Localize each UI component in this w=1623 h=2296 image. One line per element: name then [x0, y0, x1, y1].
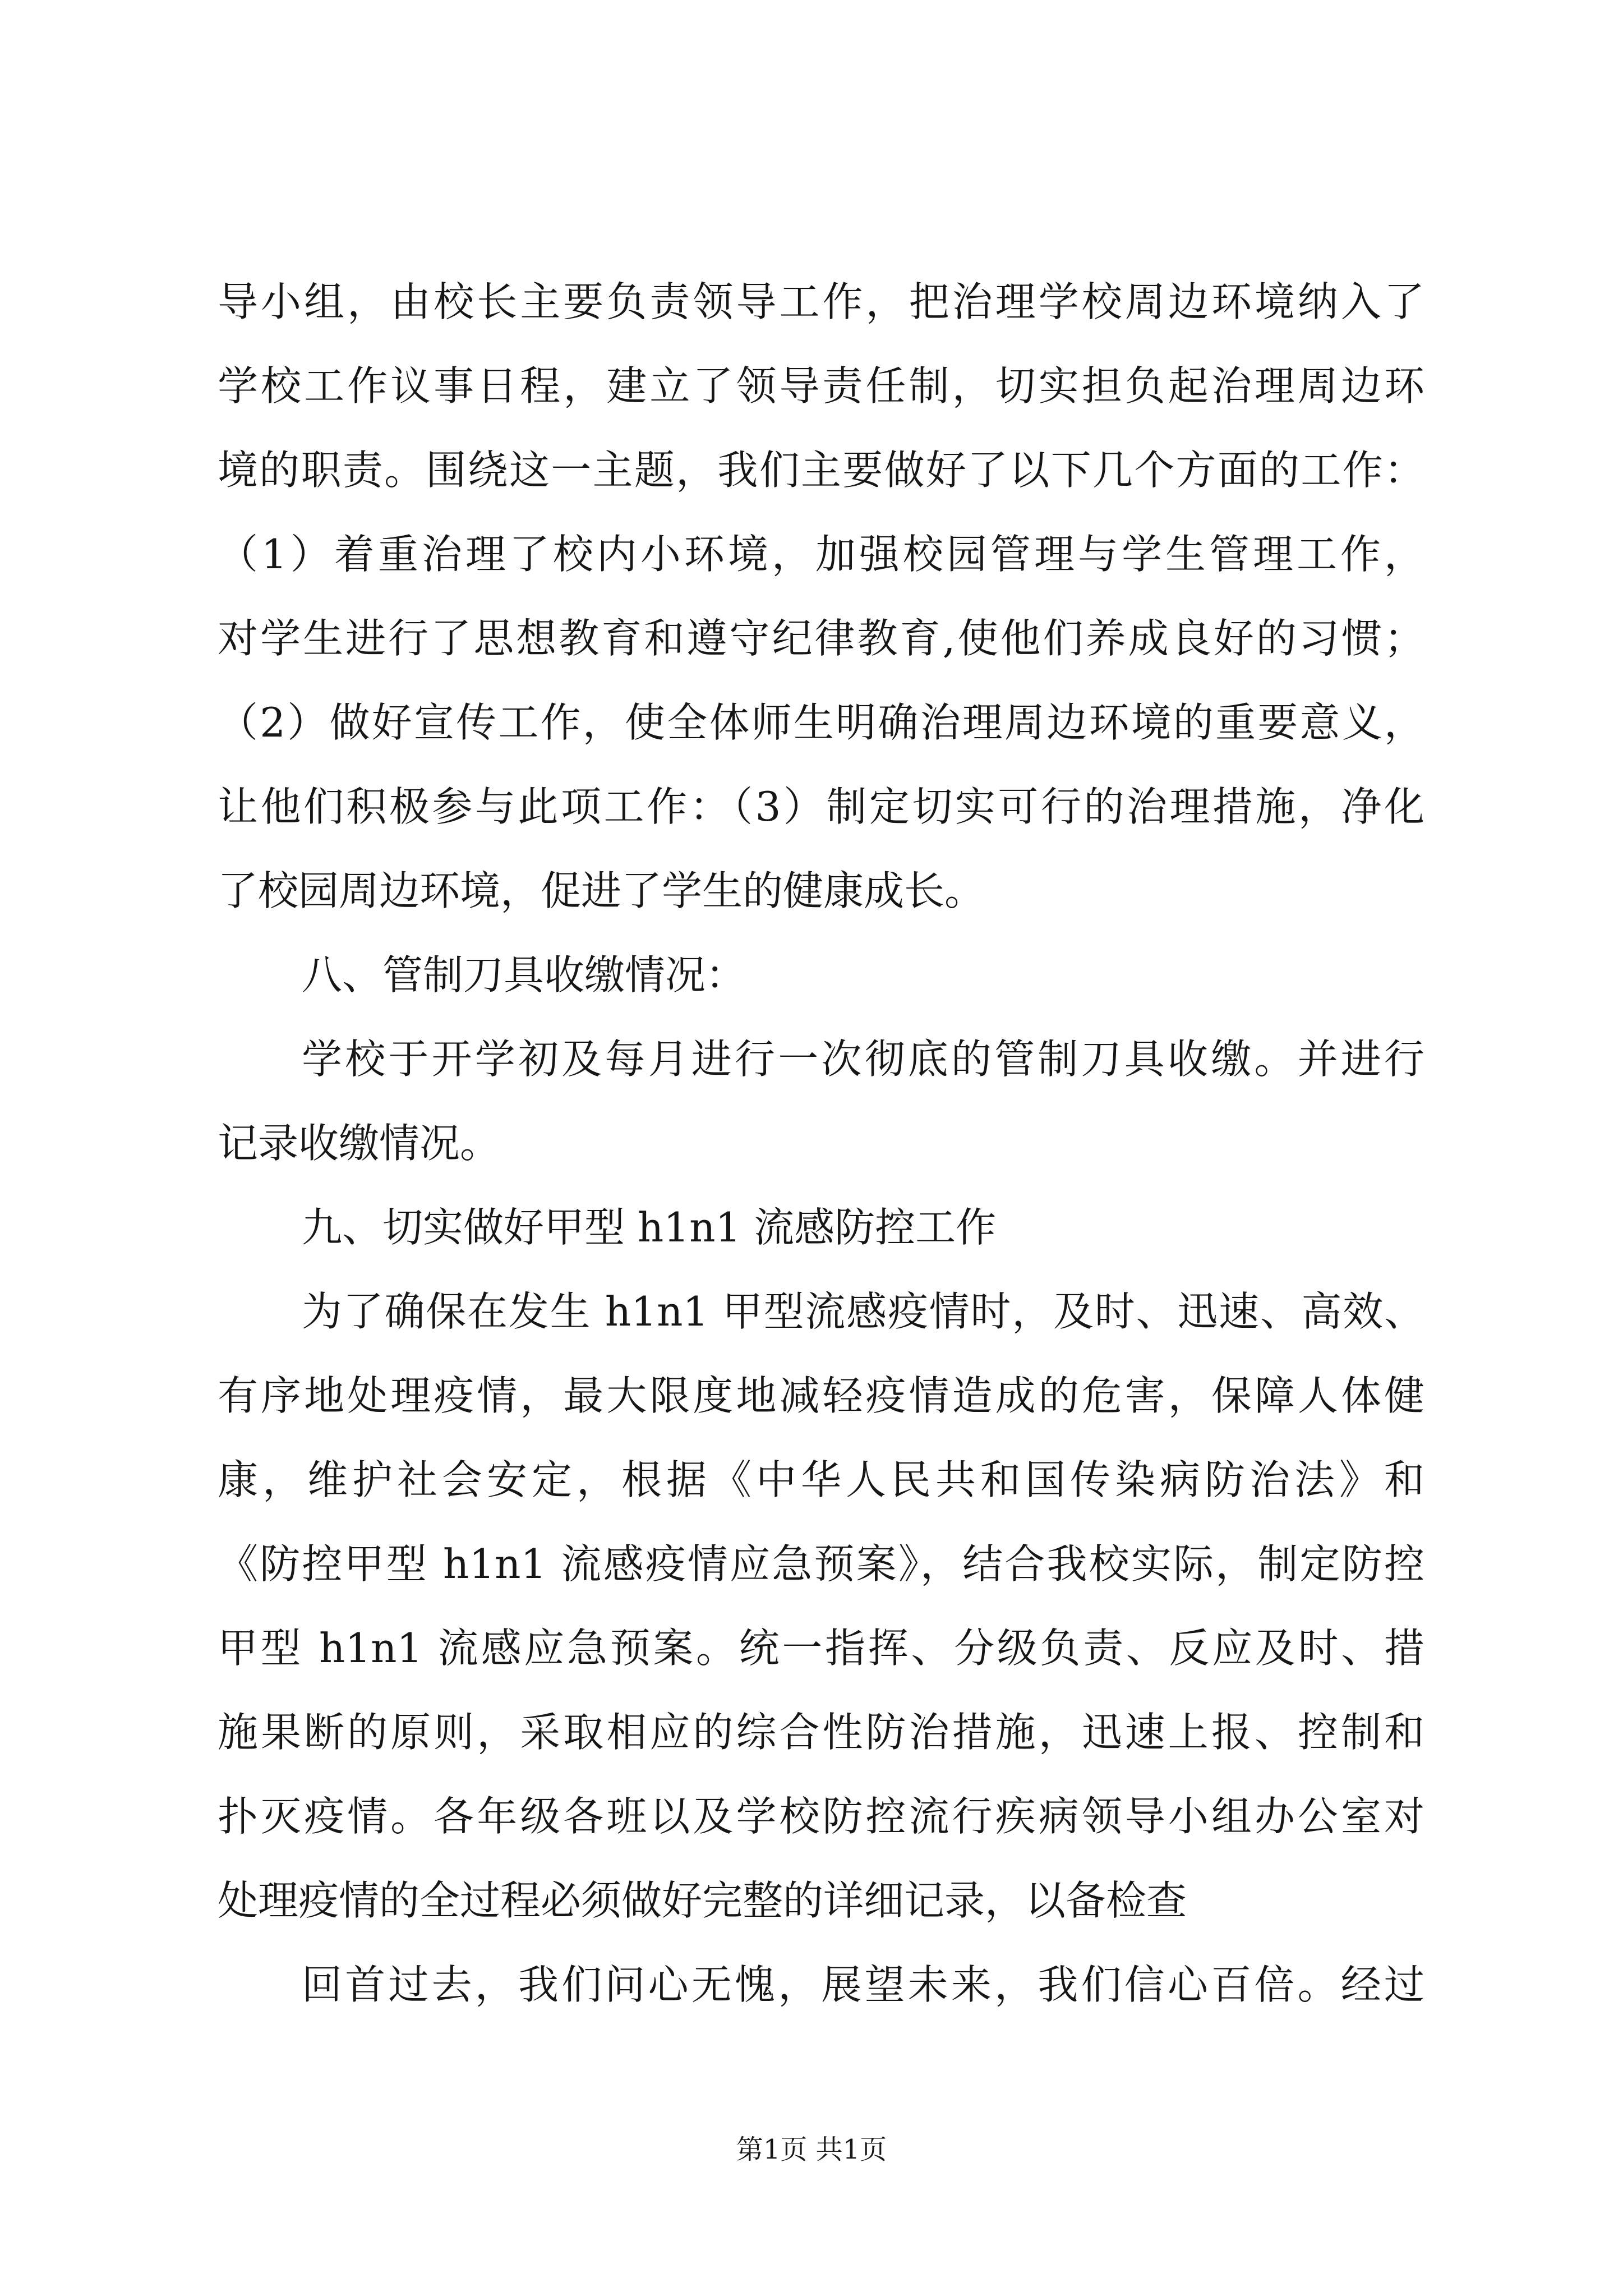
text-line: 为了确保在发生 h1n1 甲型流感疫情时，及时、迅速、高效、 — [302, 1288, 1424, 1335]
heading-line: 九、切实做好甲型 h1n1 流感防控工作 — [302, 1204, 997, 1251]
text-line: 康，维护社会安定，根据《中华人民共和国传染病防治法》和 — [218, 1456, 1424, 1503]
document-body — [218, 260, 1424, 2027]
text-line: 《防控甲型 h1n1 流感疫情应急预案》，结合我校实际，制定防控 — [218, 1540, 1424, 1588]
text-line: （2）做好宣传工作，使全体师生明确治理周边环境的重要意义， — [218, 699, 1424, 746]
page-number: 第1页 共1页 — [736, 2134, 887, 2165]
text-line: 处理疫情的全过程必须做好完整的详细记录，以备检查 — [218, 1877, 1187, 1924]
text-line: 甲型 h1n1 流感应急预案。统一指挥、分级负责、反应及时、措 — [218, 1625, 1424, 1672]
paragraph — [218, 1017, 1424, 1185]
paragraph — [218, 1269, 1424, 1943]
text-line: 学校于开学初及每月进行一次彻底的管制刀具收缴。并进行 — [302, 1036, 1424, 1083]
text-line: 了校园周边环境，促进了学生的健康成长。 — [218, 867, 985, 914]
section-heading-8 — [218, 933, 1424, 1017]
text-line: 记录收缴情况。 — [218, 1120, 501, 1167]
paragraph — [218, 1943, 1424, 2027]
section-heading-9 — [218, 1185, 1424, 1269]
text-line: （1）着重治理了校内小环境，加强校园管理与学生管理工作， — [218, 531, 1424, 578]
text-line: 对学生进行了思想教育和遵守纪律教育,使他们养成良好的习惯； — [218, 615, 1424, 662]
text-line: 扑灭疫情。各年级各班以及学校防控流行疾病领导小组办公室对 — [218, 1793, 1424, 1840]
text-line: 学校工作议事日程，建立了领导责任制，切实担负起治理周边环 — [218, 362, 1424, 409]
page-footer — [0, 2132, 1623, 2168]
text-line: 境的职责。围绕这一主题，我们主要做好了以下几个方面的工作： — [218, 447, 1424, 494]
text-line: 回首过去，我们问心无愧，展望未来，我们信心百倍。经过 — [302, 1961, 1424, 2008]
text-line: 让他们积极参与此项工作：（3）制定切实可行的治理措施，净化 — [218, 783, 1424, 830]
text-line: 有序地处理疫情，最大限度地减轻疫情造成的危害，保障人体健 — [218, 1372, 1424, 1419]
text-line: 导小组，由校长主要负责领导工作，把治理学校周边环境纳入了 — [218, 278, 1424, 325]
heading-line: 八、管制刀具收缴情况： — [302, 951, 746, 999]
text-line: 施果断的原则，采取相应的综合性防治措施，迅速上报、控制和 — [218, 1709, 1424, 1756]
paragraph-continued — [218, 260, 1424, 933]
